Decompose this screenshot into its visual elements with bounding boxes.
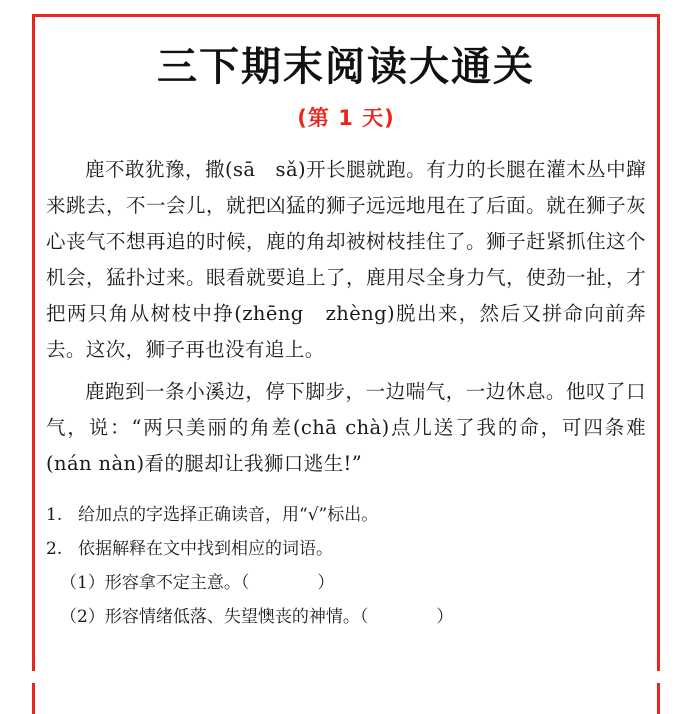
passage-paragraph: 鹿不敢犹豫，撒(sā sǎ)开长腿就跑。有力的长腿在灌木丛中蹿来跳去，不一会儿，就把凶猛的狮子远远地甩在了后面。就在狮子灰心丧气不想再追的时候，鹿的角却被树枝挂住了。狮子赶紧抓住这个机会，猛扑过来。眼看就要追上了，鹿用尽全身力气，使劲一扯，才把两只角从树枝中挣(zhēng zhèng)脱出来，然后又拼命向前奔去。这次，狮子再也没有追上。 — [46, 158, 646, 361]
reading-passage — [46, 152, 646, 482]
sub-question-item: （1）形容拿不定主意。（ ） — [60, 573, 335, 593]
document-content — [46, 14, 646, 634]
page-title: 三下期末阅读大通关 — [157, 44, 535, 90]
page-bottom-edge — [0, 671, 688, 683]
question-number: 2. — [46, 539, 63, 559]
passage-paragraph: 鹿跑到一条小溪边，停下脚步，一边喘气，一边休息。他叹了口气，说：“两只美丽的角差(chā chà)点儿送了我的命，可四条难(nán nàn)看的腿却让我狮口逃生!” — [46, 380, 646, 475]
question-item — [46, 532, 646, 566]
question-number: 1. — [46, 505, 63, 525]
question-list — [46, 498, 646, 634]
sub-question-item: （2）形容情绪低落、失望懊丧的神情。（ ） — [60, 607, 454, 627]
question-item — [46, 498, 646, 532]
page-subtitle: (第 1 天) — [297, 106, 395, 130]
question-text: 依据解释在文中找到相应的词语。 — [78, 539, 333, 559]
question-text: 给加点的字选择正确读音，用“√”标出。 — [78, 505, 379, 525]
